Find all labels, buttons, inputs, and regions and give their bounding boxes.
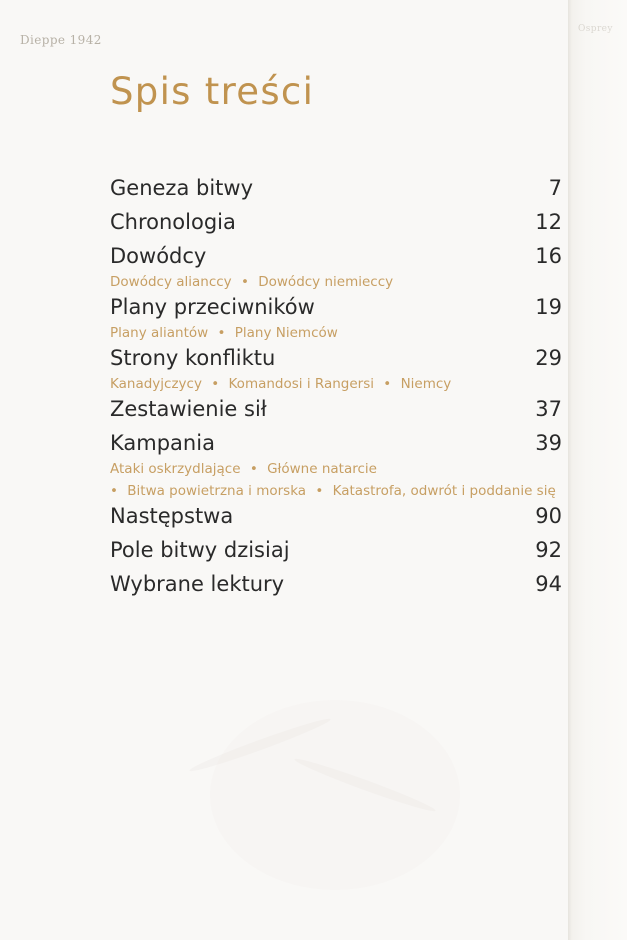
toc-entry-page: 16: [535, 244, 562, 268]
bullet-separator: •: [383, 376, 392, 392]
toc-entry-row: [110, 572, 562, 606]
toc-entry-strony-konfliktu: [110, 346, 562, 395]
toc-subsection: Bitwa powietrzna i morska: [127, 483, 307, 499]
running-head-left: Dieppe 1942: [20, 33, 102, 47]
toc-entry-title: Kampania: [110, 431, 215, 455]
toc-entry-dowodcy: [110, 244, 562, 293]
paper-texture: [210, 700, 460, 890]
toc-subsection: Katastrofa, odwrót i poddanie się: [332, 483, 556, 499]
toc-entry-row: [110, 397, 562, 431]
toc-subsection-line: [110, 373, 562, 395]
toc-entry-plany-przeciwnikow: [110, 295, 562, 344]
toc-entry-title: Zestawienie sił: [110, 397, 267, 421]
bullet-separator: •: [211, 376, 220, 392]
toc-entry-row: [110, 504, 562, 538]
toc-entry-title: Strony konfliktu: [110, 346, 276, 370]
toc-entry-nastepstwa: [110, 504, 562, 538]
toc-entry-title: Plany przeciwników: [110, 295, 315, 319]
table-of-contents: [110, 176, 562, 606]
toc-entry-page: 39: [535, 431, 562, 455]
toc-entry-title: Chronologia: [110, 210, 236, 234]
toc-subsection: Główne natarcie: [267, 461, 377, 477]
toc-entry-page: 7: [548, 176, 562, 200]
toc-subsection-line: [110, 271, 562, 293]
toc-entry-zestawienie-sil: [110, 397, 562, 431]
toc-entry-row: [110, 210, 562, 244]
toc-entry-page: 12: [535, 210, 562, 234]
toc-entry-title: Dowódcy: [110, 244, 207, 268]
toc-entry-title: Wybrane lektury: [110, 572, 285, 596]
toc-entry-page: 94: [535, 572, 562, 596]
toc-entry-row: [110, 176, 562, 210]
toc-subsection: Komandosi i Rangersi: [228, 376, 374, 392]
toc-subsection: Plany Niemców: [234, 325, 338, 341]
toc-subsections: [110, 322, 562, 344]
toc-subsection: Plany aliantów: [110, 325, 209, 341]
toc-subsection-line: [110, 458, 562, 480]
bullet-separator: •: [315, 483, 324, 499]
toc-subsections: [110, 458, 562, 502]
toc-entry-title: Następstwa: [110, 504, 234, 528]
toc-subsection-line: [110, 322, 562, 344]
toc-subsection: Dowódcy niemieccy: [258, 274, 394, 290]
toc-entry-page: 92: [535, 538, 562, 562]
toc-entry-row: [110, 538, 562, 572]
toc-entry-kampania: [110, 431, 562, 502]
toc-entry-page: 19: [535, 295, 562, 319]
toc-subsection: Kanadyjczycy: [110, 376, 202, 392]
toc-entry-wybrane-lektury: [110, 572, 562, 606]
page-title: Spis treści: [110, 70, 315, 113]
toc-entry-page: 90: [535, 504, 562, 528]
toc-entry-pole-bitwy-dzisiaj: [110, 538, 562, 572]
toc-subsection-line: [110, 480, 562, 502]
toc-entry-page: 29: [535, 346, 562, 370]
toc-subsection: Dowódcy alianccy: [110, 274, 232, 290]
running-head-right: Osprey: [578, 24, 613, 34]
toc-entry-page: 37: [535, 397, 562, 421]
page-gutter: [568, 0, 627, 940]
bullet-separator: •: [240, 274, 249, 290]
toc-entry-chronologia: [110, 210, 562, 244]
bullet-separator: •: [217, 325, 226, 341]
toc-entry-title: Geneza bitwy: [110, 176, 253, 200]
bullet-separator: •: [110, 483, 118, 499]
bullet-separator: •: [249, 461, 258, 477]
toc-subsection: Ataki oskrzydlające: [110, 461, 241, 477]
toc-subsections: [110, 271, 562, 293]
toc-subsection: Niemcy: [400, 376, 452, 392]
toc-subsections: [110, 373, 562, 395]
toc-entry-geneza-bitwy: [110, 176, 562, 210]
toc-entry-title: Pole bitwy dzisiaj: [110, 538, 290, 562]
